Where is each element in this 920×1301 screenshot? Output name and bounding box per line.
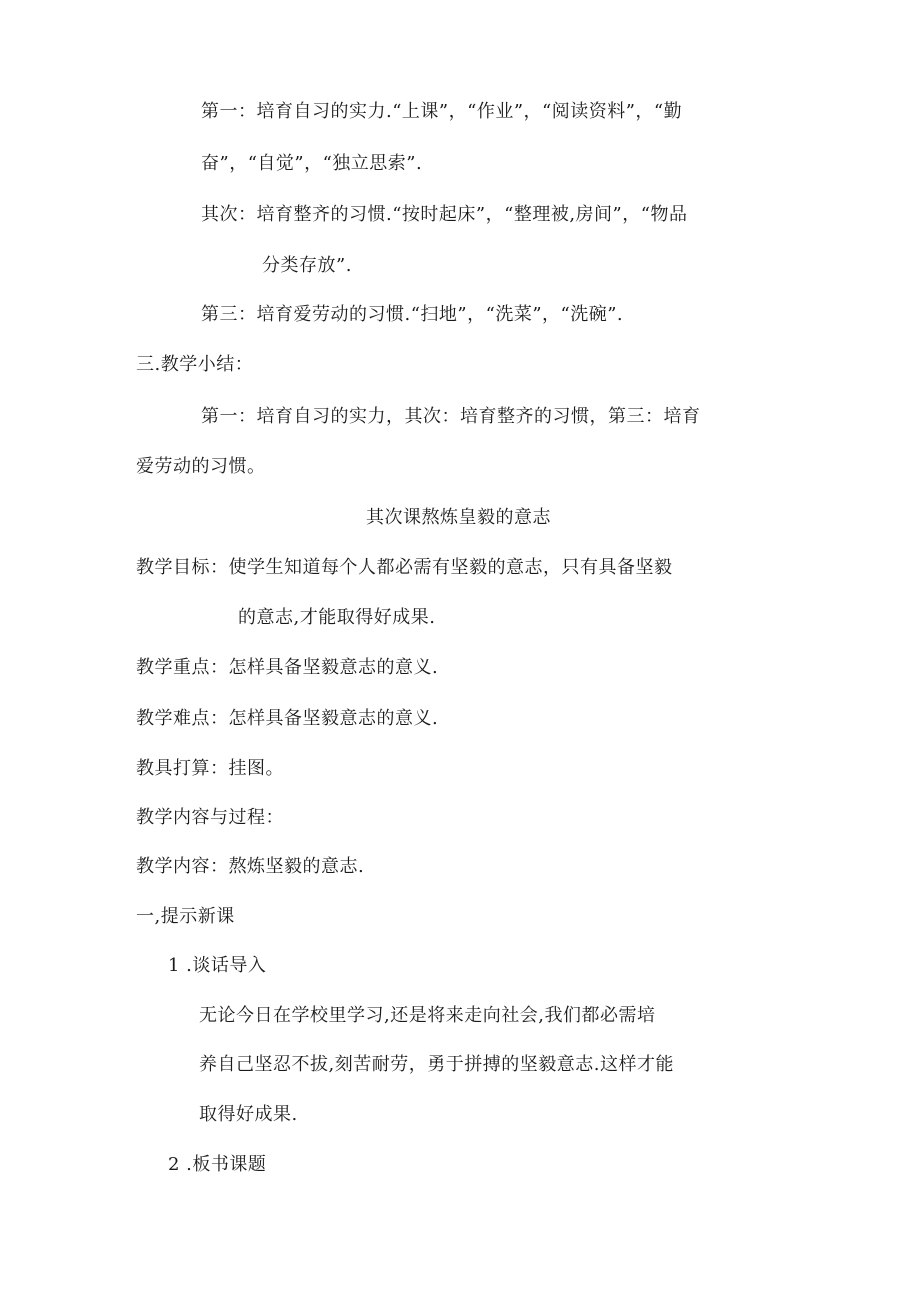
text-line-5: 第三：培育爱劳动的习惯.“扫地”，“洗菜”，“洗碗”. (201, 304, 624, 325)
text-line-14: 教具打算：挂图。 (136, 758, 284, 779)
text-line-11: 的意志,才能取得好成果. (238, 607, 436, 628)
lesson-title: 其次课熬炼皇毅的意志 (366, 507, 551, 528)
text-line-3: 其次：培育整齐的习惯.“按时起床”，“整理被,房间”，“物品 (201, 204, 688, 225)
list-item-2: 2 .板书课题 (168, 1154, 267, 1175)
text-line-13: 教学难点：怎样具备坚毅意志的意义. (136, 708, 439, 729)
text-line-1: 第一：培育自习的实力.“上课”，“作业”，“阅读资料”，“勤 (201, 101, 683, 122)
text-line-12: 教学重点：怎样具备坚毅意志的意义. (136, 657, 439, 678)
text-line-2: 奋”，“自觉”，“独立思索”. (201, 153, 423, 174)
text-line-19: 无论今日在学校里学习,还是将来走向社会,我们都必需培 (199, 1005, 656, 1026)
section-heading-summary: 三.教学小结： (136, 354, 254, 375)
text-line-15: 教学内容与过程： (136, 807, 284, 828)
text-line-4: 分类存放”. (262, 255, 352, 276)
text-line-20: 养自己坚忍不拔,刻苦耐劳，勇于拼搏的坚毅意志.这样才能 (199, 1054, 674, 1075)
text-line-8: 爱劳动的习惯。 (136, 456, 266, 477)
text-line-21: 取得好成果. (199, 1104, 298, 1125)
text-line-16: 教学内容：熬炼坚毅的意志. (136, 856, 365, 877)
text-line-10: 教学目标：使学生知道每个人都必需有坚毅的意志，只有具备坚毅 (136, 557, 673, 578)
section-heading-intro: 一,提示新课 (136, 906, 235, 927)
list-item-1: 1 .谈话导入 (168, 955, 267, 976)
text-line-7: 第一：培育自习的实力，其次：培育整齐的习惯，第三：培育 (201, 406, 701, 427)
